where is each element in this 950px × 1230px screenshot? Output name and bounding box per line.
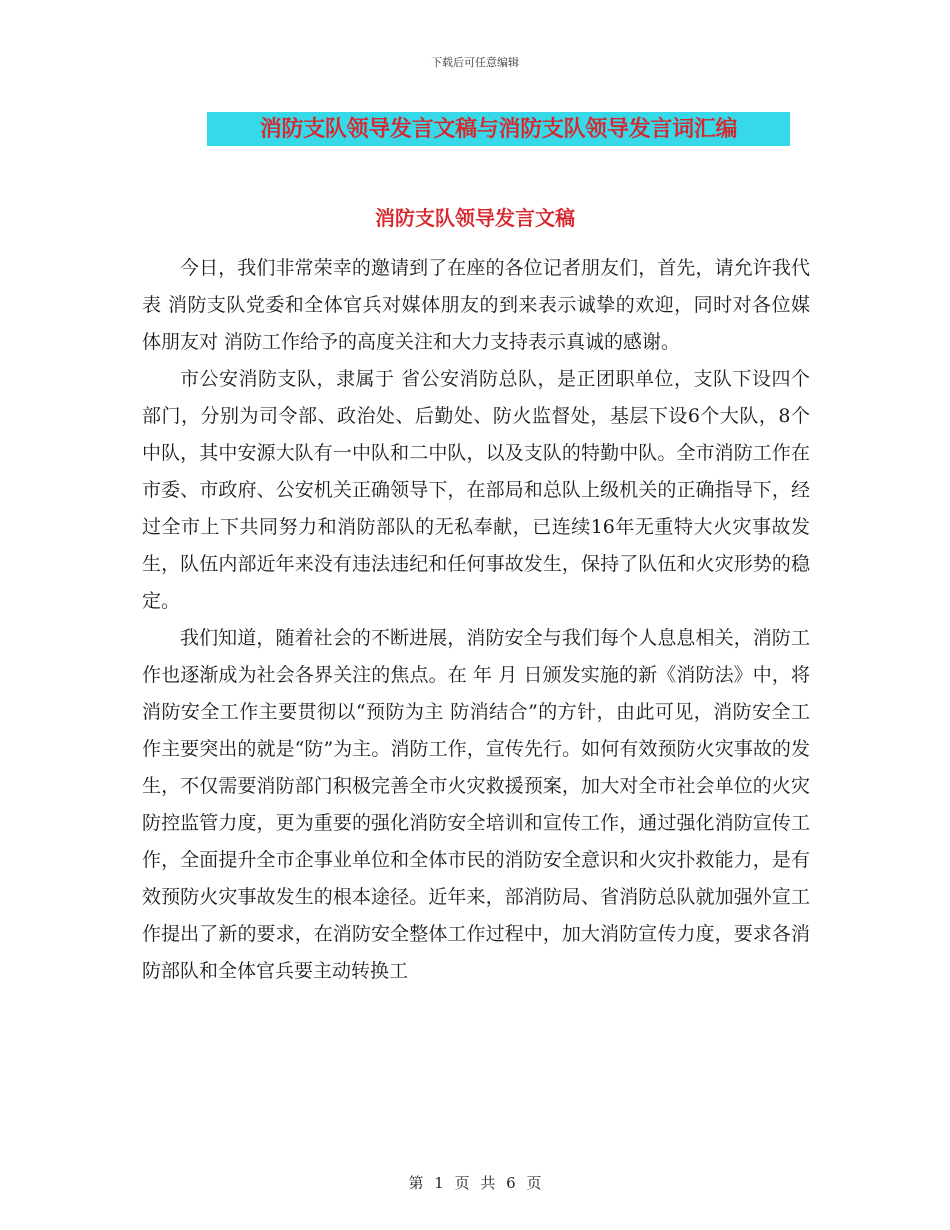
document-title: 消防支队领导发言文稿与消防支队领导发言词汇编 <box>259 116 738 142</box>
page-header-note: 下载后可任意编辑 <box>431 56 519 69</box>
paragraph: 我们知道，随着社会的不断进展，消防安全与我们每个人息息相关，消防工作也逐渐成为社会各界关注的焦点。在 年 月 日颁发实施的新《消防法》中，将消防安全工作主要贯彻以“预防为主 防消结合”的方针，由此可见，消防安全工作主要突出的就是“防”为主。消防工作，宣传先行。如何有效预防火灾事故的发生，不仅需要消防部门积极完善全市火灾救援预案，加大对全市社会单位的火灾防控监管力度，更为重要的强化消防安全培训和宣传工作，通过强化消防宣传工作，全面提升全市企事业单位和全体市民的消防安全意识和火灾扑救能力，是有效预防火灾事故发生的根本途径。近年来，部消防局、省消防总队就加强外宣工作提出了新的要求，在消防安全整体工作过程中，加大消防宣传力度，要求各消防部队和全体官兵要主动转换工 <box>142 627 810 982</box>
document-body <box>142 250 810 990</box>
paragraph: 市公安消防支队，隶属于 省公安消防总队，是正团职单位，支队下设四个部门，分别为司令部、政治处、后勤处、防火监督处，基层下设6个大队，8个中队，其中安源大队有一中队和二中队，以及支队的特勤中队。全市消防工作在市委、市政府、公安机关正确领导下，在部局和总队上级机关的正确指导下，经过全市上下共同努力和消防部队的无私奉献，已连续16年无重特大火灾事故发生，队伍内部近年来没有违法违纪和任何事故发生，保持了队伍和火灾形势的稳定。 <box>142 368 810 612</box>
page-number: 第 1 页 共 6 页 <box>408 1174 542 1192</box>
title-highlight <box>207 112 790 146</box>
paragraph: 今日，我们非常荣幸的邀请到了在座的各位记者朋友们，首先，请允许我代表 消防支队党委和全体官兵对媒体朋友的到来表示诚挚的欢迎，同时对各位媒体朋友对 消防工作给予的高度关注和大力支持表示真诚的感谢。 <box>142 257 810 353</box>
section-title: 消防支队领导发言文稿 <box>375 206 575 230</box>
